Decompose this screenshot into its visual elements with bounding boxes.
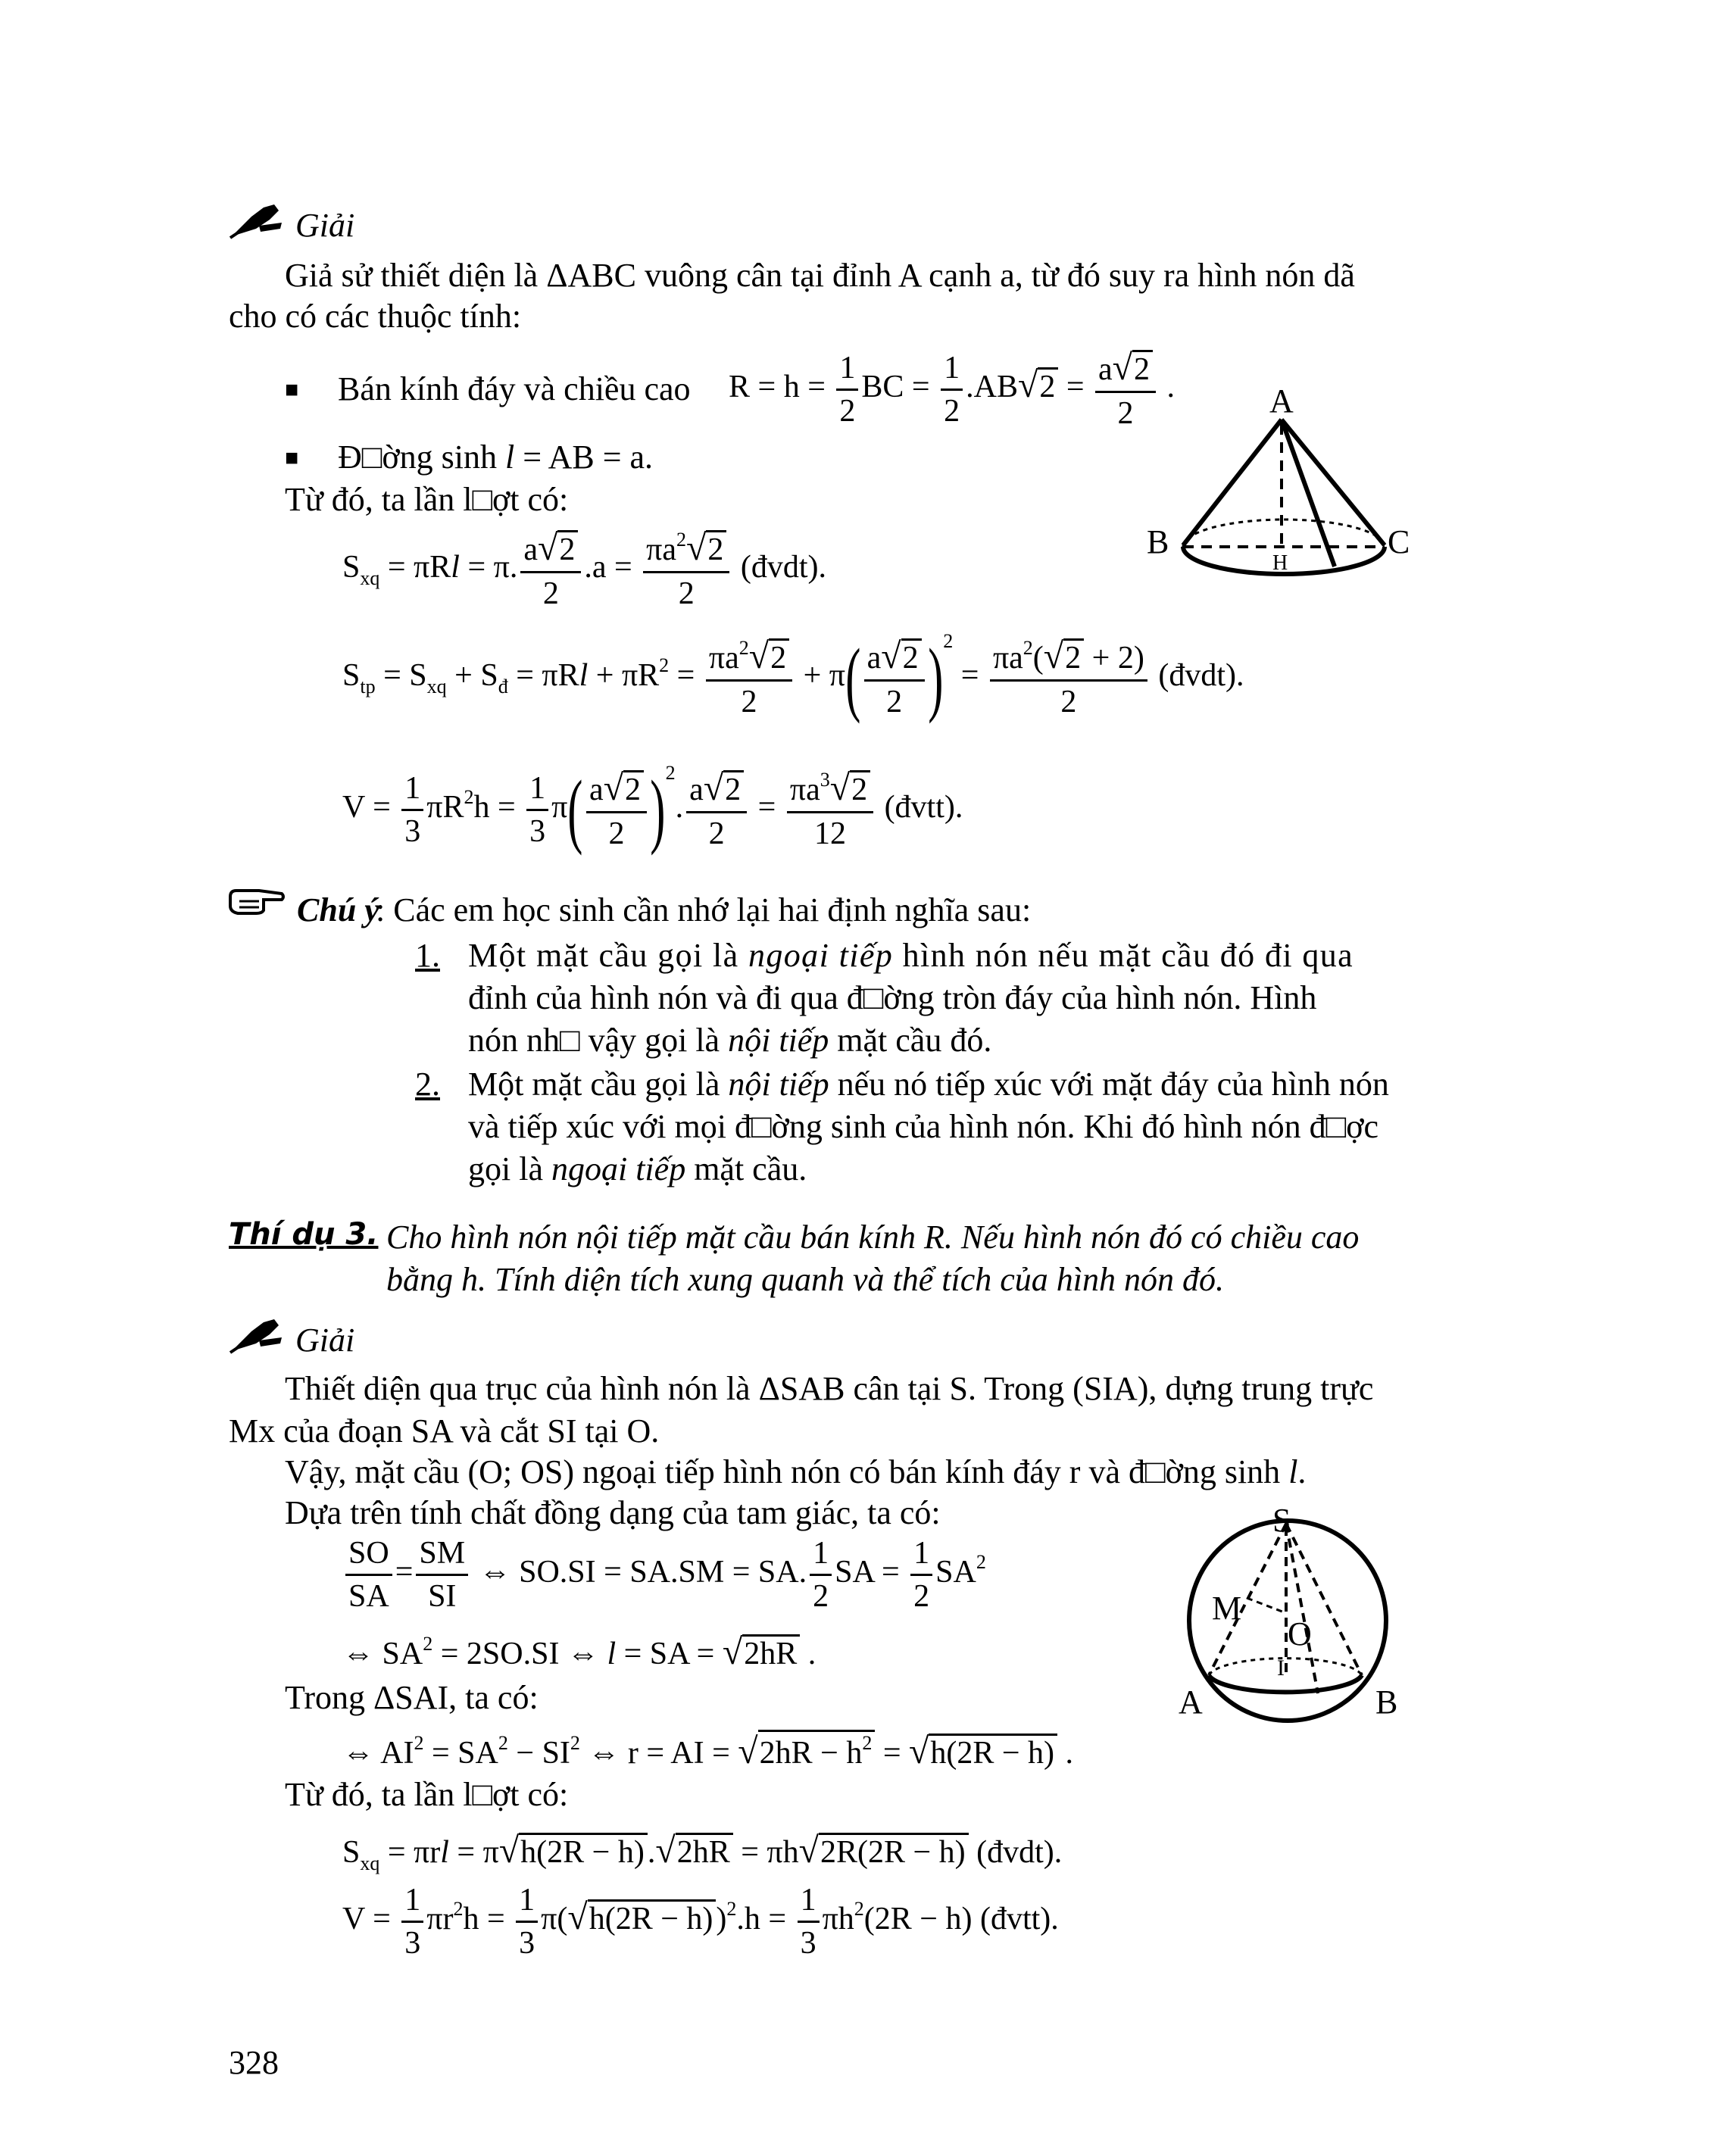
note-label: Chú ý bbox=[297, 891, 379, 928]
formula-v-1: V = $\frac{1}{3}$ $\pi R^2h$ = $\frac{1}{3}$ π( $\frac{a√2}{2}$ )$^2$. $\frac{a√2}{2}$ = $\frac{\pi a^3√2}{12}$ (đvtt). bbox=[342, 762, 963, 857]
label-S: S bbox=[1272, 1502, 1291, 1539]
label-H: H bbox=[1272, 551, 1288, 575]
bullet-2-text: Đ□ờng sinh l = AB = a. bbox=[338, 438, 654, 476]
note-text: : Các em học sinh cần nhớ lại hai định nghĩa sau: bbox=[376, 891, 1032, 928]
example-3-line-2: bằng h. Tính diện tích xung quanh và thể tích của hình nón đó. bbox=[386, 1261, 1224, 1298]
in-triangle-line: Trong ΔSAI, ta có: bbox=[285, 1679, 539, 1716]
label-B: B bbox=[1147, 523, 1169, 560]
cone-base-back bbox=[1183, 520, 1385, 547]
formula-sxq-2: $S_{xq} = \pi rl = \pi√h(2R - h).√2hR = \pi h√2R(2R - h)$ (đvdt). bbox=[342, 1830, 1063, 1874]
bullet-1-formula: R = h = $\frac{1}{2}$ BC = $\frac{1}{2}$ .AB√2 = $\frac{a√2}{2}$ . bbox=[729, 348, 1175, 431]
formula-sa: ⇔ $SA^2 = 2SO.SI$ ⇔ l = SA = √2hR . bbox=[342, 1632, 816, 1672]
label-C: C bbox=[1388, 523, 1410, 560]
pointing-hand-icon bbox=[229, 888, 285, 915]
intro-line-2: cho có các thuộc tính: bbox=[229, 298, 522, 335]
perp-bisector bbox=[1247, 1598, 1286, 1613]
then-line-1: Từ đó, ta lần l□ợt có: bbox=[285, 481, 569, 518]
note-item-2-line-3: gọi là ngoại tiếp mặt cầu. bbox=[468, 1150, 807, 1187]
note-item-1-line-3: nón nh□ vậy gọi là nội tiếp mặt cầu đó. bbox=[468, 1022, 992, 1059]
label-M: M bbox=[1212, 1590, 1242, 1627]
example-3-label: Thí dụ 3. bbox=[229, 1217, 379, 1252]
formula-v-2: V = $\frac{1}{3}$ $\pi r^2h$ = $\frac{1}{3}$ $\pi(√h(2R - h))^2.h$ = $\frac{1}{3}$ $\pi h^2(2R - h)$ (đvtt). bbox=[342, 1883, 1059, 1961]
cone-generatrix bbox=[1286, 1524, 1318, 1693]
sol2-line-2: Mx của đoạn SA và cắt SI tại O. bbox=[229, 1412, 660, 1450]
formula-stp-1: $S_{tp} = S_{xq} + S_đ = \pi Rl + \pi R^2$ = $\frac{\pi a^2√2}{2}$ + π( $\frac{a√2}{2}$ )$^2$ = $\frac{\pi a^2(√2 + 2)}{2}$ (đvdt). bbox=[342, 630, 1244, 725]
note-item-1-line-2: đỉnh của hình nón và đi qua đ□ờng tròn đáy của hình nón. Hình bbox=[468, 979, 1317, 1016]
bullet-marker: ■ bbox=[285, 377, 299, 402]
intro-line-1: Giả sử thiết diện là ΔABC vuông cân tại đỉnh A cạnh a, từ đó suy ra hình nón dã bbox=[285, 257, 1355, 294]
label-B2: B bbox=[1375, 1684, 1398, 1721]
note-item-2-number: 2. bbox=[415, 1066, 440, 1103]
formula-ai: ⇔ $AI^2 = SA^2 - SI^2$ ⇔ r = AI = $√2hR - h^2 = √h(2R - h)$ . bbox=[342, 1731, 1074, 1771]
note-item-2-line-1: Một mặt cầu gọi là nội tiếp nếu nó tiếp xúc với mặt đáy của hình nón bbox=[468, 1066, 1389, 1103]
page-number: 328 bbox=[229, 2044, 279, 2081]
note-item-1-line-1: Một mặt cầu gọi là ngoại tiếp hình nón nếu mặt cầu đó đi qua bbox=[468, 937, 1354, 974]
cone-base-front bbox=[1209, 1675, 1362, 1692]
formula-sxq-1: $S_{xq} = \pi Rl = \pi$. $\frac{a√2}{2}$ .a = $\frac{\pi a^2√2}{2}$ (đvdt). bbox=[342, 528, 827, 611]
bullet-1-text: Bán kính đáy và chiều cao bbox=[338, 370, 691, 407]
cone-edge-right bbox=[1282, 420, 1385, 545]
sol2-line-3: Vậy, mặt cầu (O; OS) ngoại tiếp hình nón có bán kính đáy r và đ□ờng sinh l. bbox=[285, 1453, 1307, 1490]
then-line-2: Từ đó, ta lần l□ợt có: bbox=[285, 1776, 569, 1813]
writing-hand-icon bbox=[229, 203, 283, 239]
formula-ratio: $\frac{SO}{SA}$ = $\frac{SM}{SI}$ ⇔ SO.SI = SA.SM = SA. $\frac{1}{2}$ SA = $\frac{1}{2}$ $SA^2$ bbox=[342, 1537, 986, 1612]
cone-edge-left bbox=[1183, 420, 1282, 545]
note-item-2-line-2: và tiếp xúc với mọi đ□ờng sinh của hình nón. Khi đó hình nón đ□ợc bbox=[468, 1108, 1379, 1145]
solution-heading-2: Giải bbox=[295, 1322, 355, 1359]
sol2-line-1: Thiết diện qua trục của hình nón là ΔSAB cân tại S. Trong (SIA), dựng trung trực bbox=[285, 1370, 1374, 1407]
cone-generatrix bbox=[1282, 420, 1335, 566]
note-item-1-number: 1. bbox=[415, 937, 440, 974]
label-A2: A bbox=[1179, 1684, 1203, 1721]
label-O: O bbox=[1288, 1615, 1312, 1652]
label-A: A bbox=[1269, 382, 1294, 420]
bullet-marker: ■ bbox=[285, 445, 299, 470]
example-3-line-1: Cho hình nón nội tiếp mặt cầu bán kính R. Nếu hình nón đó có chiều cao bbox=[386, 1219, 1360, 1256]
solution-heading-1: Giải bbox=[295, 207, 355, 244]
sol2-line-4: Dựa trên tính chất đồng dạng của tam giác, ta có: bbox=[285, 1494, 941, 1531]
label-I: I bbox=[1277, 1655, 1285, 1680]
writing-hand-icon bbox=[229, 1318, 283, 1354]
